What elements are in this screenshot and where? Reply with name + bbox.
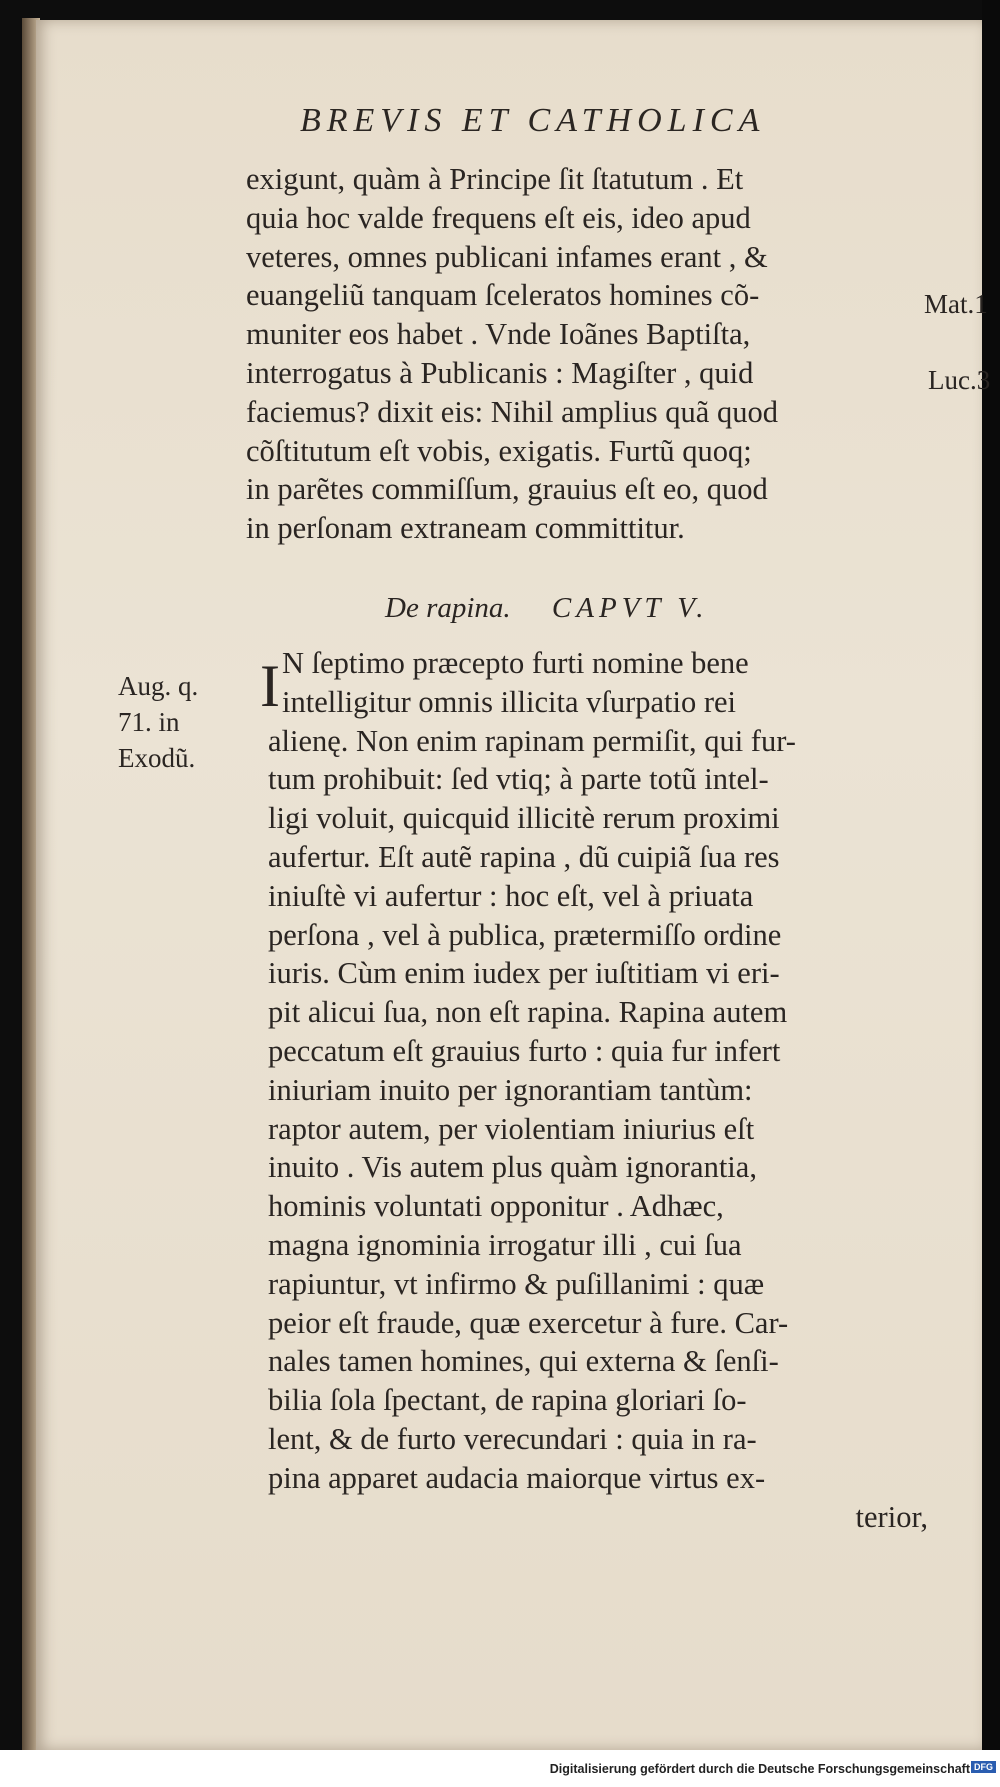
text-line: faciemus? dixit eis: Nihil amplius quã quod [246,394,778,429]
text-line: peccatum eſt grauius furto : quia fur infert [268,1033,781,1068]
margin-note-matthew: Mat.1 [924,289,988,319]
text-line: aufertur. Eſt autẽ rapina , dũ cuipiã ſua res [268,839,780,874]
text-line: muniter eos habet . Vnde Ioãnes Baptiſta, [246,317,751,352]
text-line: tum prohibuit: ſed vtiq; à parte totũ intel- [268,762,769,797]
text-line: hominis voluntati opponitur . Adhæc, [268,1189,724,1224]
text-line: cõſtitutum eſt vobis, exigatis. Furtũ quoq; [246,433,752,468]
running-head: BREVIS ET CATHOLICA [300,102,766,139]
footer-credit: Digitalisierung gefördert durch die Deutsche Forschungsgemeinschaft [549,1762,970,1776]
chapter-number: CAPVT V. [551,592,709,624]
text-line: iuris. Cùm enim iudex per iuſtitiam vi eri- [268,956,780,991]
text-line: iniuſtè vi aufertur : hoc eſt, vel à priuata [268,878,754,913]
margin-note-line: Exodũ. [118,743,196,773]
margin-note-luke: Luc.3 [928,365,991,395]
text-line: alienę. Non enim rapinam permiſit, qui fur- [268,723,796,758]
right-dark-border [982,0,1000,1787]
text-line: pit alicui ſua, non eſt rapina. Rapina autem [268,995,788,1030]
text-line: pina apparet audacia maiorque virtus ex- [268,1460,766,1495]
text-line: inuito . Vis autem plus quàm ignorantia, [268,1150,757,1185]
text-line: veteres, omnes publicani infames erant , & [246,239,768,274]
text-line: perſona , vel à publica, prætermiſſo ordine [268,917,782,952]
text-line: raptor autem, per violentiam iniurius eſt [268,1111,755,1146]
text-line: N ſeptimo præcepto furti nomine bene [282,646,749,680]
digitization-footer [0,1750,1000,1787]
text-line: terior, [855,1499,928,1534]
margin-note-line: 71. in [118,707,180,737]
chapter-heading [385,592,709,625]
text-line: bilia ſola ſpectant, de rapina gloriari ſo- [268,1383,747,1418]
text-line: iniuriam inuito per ignorantiam tantùm: [268,1072,753,1107]
text-line: euangeliũ tanquam ſceleratos homines cõ- [246,278,760,313]
text-line: lent, & de furto verecundari : quia in ra- [268,1421,757,1456]
text-line: in parẽtes commiſſum, grauius eſt eo, quod [246,472,768,507]
chapter-title: De rapina. [385,592,511,624]
text-line: rapiuntur, vt infirmo & puſillanimi : quæ [268,1266,765,1301]
text-block-1 [246,160,778,548]
dfg-logo: DFG [971,1761,996,1773]
text-line: peior eſt fraude, quæ exercetur à fure. Car- [268,1305,789,1340]
text-line: intelligitur omnis illicita vſurpatio rei [282,684,737,719]
text-block-2 [268,644,928,1536]
text-line: exigunt, quàm à Principe ſit ſtatutum . Et [246,162,744,196]
text-line: magna ignominia irrogatur illi , cui ſua [268,1227,742,1262]
margin-note-augustine [118,668,198,776]
text-line: interrogatus à Publicanis : Magiſter , quid [246,355,754,390]
margin-note-line: Aug. q. [118,671,199,701]
text-line: quia hoc valde frequens eſt eis, ideo apud [246,200,751,235]
text-line: in perſonam extraneam committitur. [246,511,685,546]
drop-cap: I [260,653,280,719]
text-line: nales tamen homines, qui externa & ſenſi- [268,1344,779,1379]
text-line: ligi voluit, quicquid illicitè rerum proximi [268,801,780,836]
